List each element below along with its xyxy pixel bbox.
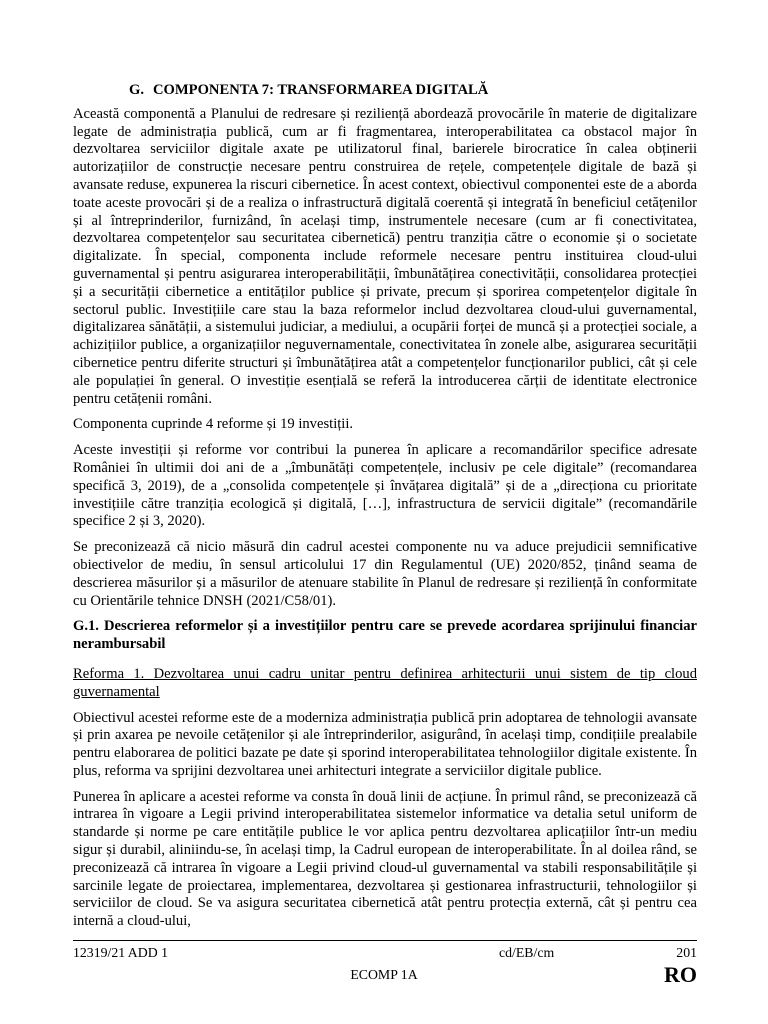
footer-directorate: ECOMP 1A: [350, 967, 418, 982]
subsection-heading: G.1. Descrierea reformelor și a investițiilor pentru care se prevede acordarea sprijinului financiar nerambursabil: [73, 618, 697, 653]
section-heading: [129, 82, 697, 100]
footer-page-number: 201: [676, 945, 697, 960]
footer-divider: [73, 940, 697, 941]
section-title: COMPONENTA 7: TRANSFORMAREA DIGITALĂ: [153, 82, 489, 98]
footer-initials: cd/EB/cm: [499, 945, 555, 960]
section-letter: G.: [129, 82, 144, 98]
paragraph-intro: Această componentă a Planului de redresare și reziliență abordează provocările în materie de digitalizare legate de administrația publică, cum ar fi fragmentarea, interoperabilitatea ca obstacol major în dezvoltarea serviciilor digitale axate pe utilizatorul final, barierele birocratice în calea obținerii autorizațiilor de construcție necesare pentru construirea de rețele, competențele digitale de bază și avansate reduse, expunerea la riscuri cibernetice. În acest context, obiectivul componentei este de a aborda toate aceste provocări și de a realiza o infrastructură digitală coerentă și integrată în beneficiul cetățenilor și al întreprinderilor, furnizând, în același timp, instrumentele necesare (cum ar fi conectivitatea, dezvoltarea competențelor sau securitatea cibernetică) pentru tranziția către o economie și o societate digitalizate. În special, componenta include reformele necesare pentru instituirea cloud-ului guvernamental și pentru asigurarea interoperabilității, îmbunătățirea conectivității, consolidarea protecției și a securității cibernetice a entităților publice și private, precum și sporirea competențelor digitale în sectorul public. Investițiile care stau la baza reformelor includ dezvoltarea cloud-ului guvernamental, digitalizarea sănătății, a sistemului judiciar, a mediului, a ocupării forței de muncă și a protecției sociale, a achizițiilor publice, a organizațiilor neguvernamentale, conectivitatea în zonele albe, asigurarea securității cibernetice pentru diferite structuri și îmbunătățirea atât a competențelor funcționarilor publici, cât și cele ale populației în general. O investiție esențială se referă la introducerea cărții de identitate electronice pentru cetățenii români.: [73, 105, 697, 407]
footer-doc-ref: 12319/21 ADD 1: [73, 945, 169, 960]
paragraph-reform-implementation: Punerea în aplicare a acestei reforme va consta în două linii de acțiune. În primul rând, se preconizează că intrarea în vigoare a Legii privind interoperabilitatea sistemelor informatice va detalia setul uniform de standarde și norme pe care entitățile publice le vor aplica pentru dezvoltarea aplicațiilor într-un mediu sigur și durabil, aliniindu-se, în același timp, la Cadrul european de interoperabilitate. În al doilea rând, se preconizează că intrarea în vigoare a Legii privind cloud-ul guvernamental va stabili responsabilitățile și sarcinile legate de proiectarea, implementarea, dezvoltarea și gestionarea infrastructurii, tehnologiilor și serviciilor de cloud. Se va asigura securitatea cibernetică atât pentru protecția externă, cât și pentru cea internă a cloud-ului,: [73, 788, 697, 930]
reform-title: Reforma 1. Dezvoltarea unui cadru unitar pentru definirea arhitecturii unui sistem de tip cloud guvernamental: [73, 665, 697, 700]
paragraph-dnsh: Se preconizează că nicio măsură din cadrul acestei componente nu va aduce prejudicii semnificative obiectivelor de mediu, în sensul articolului 17 din Regulamentul (UE) 2020/852, ținând seama de descrierea măsurilor și a măsurilor de atenuare stabilite în Planul de redresare și reziliență în conformitate cu Orientările tehnice DNSH (2021/C58/01).: [73, 539, 697, 609]
paragraph-count: Componenta cuprinde 4 reforme și 19 investiții.: [73, 416, 354, 433]
footer-language: RO: [664, 962, 697, 987]
paragraph-recommendations: Aceste investiții și reforme vor contribui la punerea în aplicare a recomandărilor specifice adresate României în ultimii doi ani de a „îmbunătăți competențele, inclusiv pe cele digitale” (recomandarea specifică 3, 2019), de a „consolida competențele și învățarea digitală” și de a „direcționa cu prioritate investițiile către tranziția ecologică și digitală, […], infrastructura de servicii digitale” (recomandările specifice 2 și 3, 2020).: [73, 442, 697, 530]
paragraph-reform-objective: Obiectivul acestei reforme este de a moderniza administrația publică prin adoptarea de tehnologii avansate și prin axarea pe nevoile cetățenilor și ale întreprinderilor, asigurând, în același timp, condițiile prealabile pentru elaborarea de politici bazate pe date și sporind interoperabilitatea tehnologiilor digitale existente. În plus, reforma va sprijini dezvoltarea unei arhitecturi integrate a serviciilor digitale publice.: [73, 709, 697, 779]
page-body: [73, 82, 697, 939]
